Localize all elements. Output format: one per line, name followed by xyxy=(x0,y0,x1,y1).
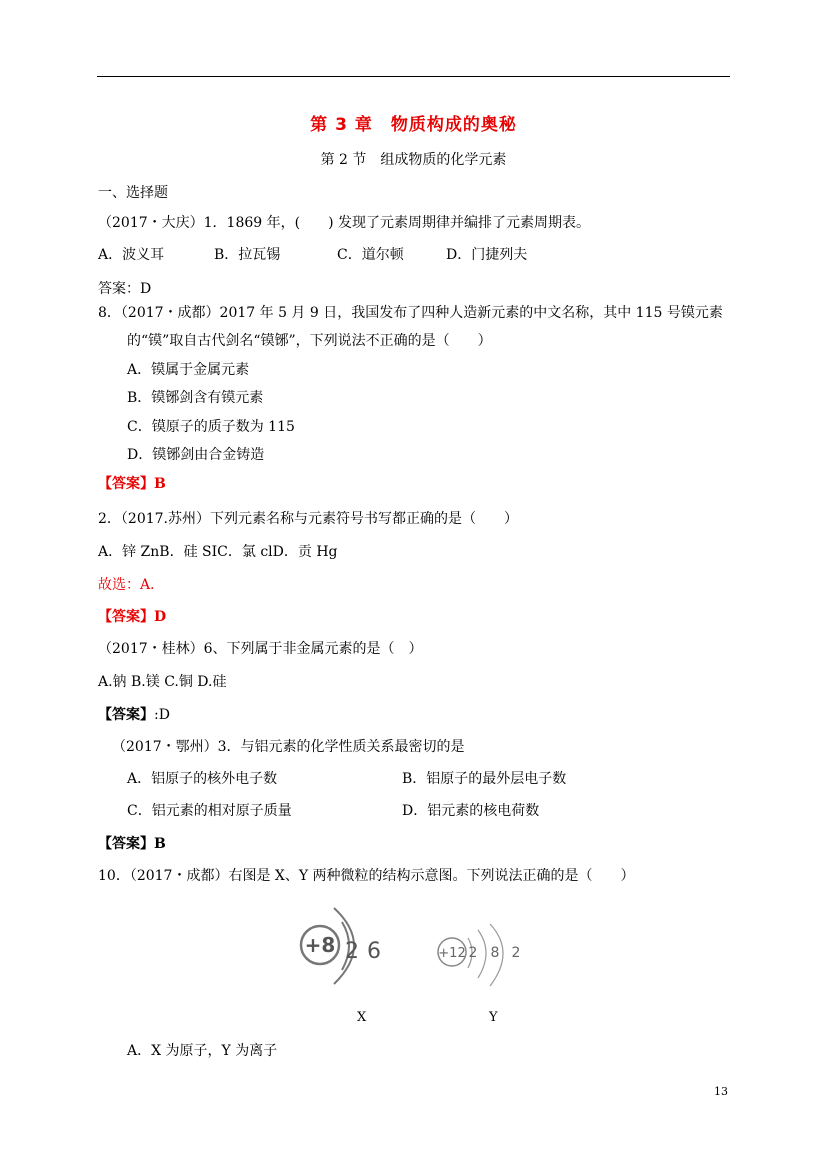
q3-option-b: B．铝原子的最外层电子数 xyxy=(402,771,567,787)
atom-y-nucleus-charge: +12 xyxy=(438,946,466,961)
atom-x-shell-1-electrons: 2 xyxy=(345,939,359,964)
q6-answer-value: :D xyxy=(154,707,170,723)
q3-option-a: A．铝原子的核外电子数 xyxy=(127,771,278,787)
q1-option-d: D．门捷列夫 xyxy=(446,247,528,263)
q3-answer: 【答案】B xyxy=(98,836,166,852)
q1-option-a: A．波义耳 xyxy=(98,247,165,263)
atom-x-nucleus-charge: +8 xyxy=(304,933,336,957)
q1-option-c: C．道尔顿 xyxy=(337,247,404,263)
chapter-title: 第 3 章 物质构成的奥秘 xyxy=(310,115,517,135)
q10-option-a: A．X 为原子，Y 为离子 xyxy=(127,1043,278,1059)
q6-answer-label: 【答案】 xyxy=(98,707,154,723)
q8-option-d: D．镆铘剑由合金铸造 xyxy=(127,447,265,463)
atom-y-shell-2 xyxy=(478,930,486,978)
question-8-line1: 8．（2017・成都）2017 年 5 月 9 日，我国发布了四种人造新元素的中文名称，其中 115 号镆元素 xyxy=(98,305,723,321)
page-number: 13 xyxy=(714,1085,728,1098)
question-2: 2．（2017.苏州）下列元素名称与元素符号书写都正确的是（ ） xyxy=(98,511,518,527)
q6-options: A.钠 B.镁 C.铜 D.硅 xyxy=(98,674,227,690)
atom-y-label: Y xyxy=(489,1010,498,1025)
atom-x-label: X xyxy=(357,1010,367,1025)
atom-x-shell-2-electrons: 6 xyxy=(367,939,381,964)
atom-y-shell-3-electrons: 2 xyxy=(511,945,521,961)
q1-answer: 答案：D xyxy=(98,281,152,297)
q8-option-c: C．镆原子的质子数为 115 xyxy=(127,419,295,435)
q1-option-b: B．拉瓦锡 xyxy=(214,247,281,263)
q8-answer: 【答案】B xyxy=(98,476,166,492)
section-title: 第 2 节 组成物质的化学元素 xyxy=(320,152,507,168)
q3-option-c: C．铝元素的相对原子质量 xyxy=(127,803,292,819)
question-6: （2017・桂林）6、下列属于非金属元素的是（ ） xyxy=(98,641,423,657)
question-8-line2: 的“镆”取自古代剑名“镆铘”，下列说法不正确的是（ ） xyxy=(127,333,492,349)
atom-y-shell-1-electrons: 2 xyxy=(468,945,478,961)
question-10: 10．（2017・成都）右图是 X、Y 两种微粒的结构示意图。下列说法正确的是（ ） xyxy=(98,868,635,884)
atom-structure-diagram xyxy=(290,900,540,1005)
q8-option-a: A．镆属于金属元素 xyxy=(127,362,250,378)
header-rule xyxy=(97,76,730,77)
atom-y xyxy=(438,924,520,986)
q2-answer: 【答案】D xyxy=(98,609,167,625)
atom-x xyxy=(301,908,381,984)
q2-choice: 故选：A． xyxy=(98,577,165,593)
question-3: （2017・鄂州）3．与铝元素的化学性质关系最密切的是 xyxy=(112,739,465,755)
atom-y-shell-2-electrons: 8 xyxy=(490,945,500,961)
q3-option-d: D．铝元素的核电荷数 xyxy=(402,803,540,819)
q6-answer xyxy=(98,705,170,725)
section-heading: 一、选择题 xyxy=(98,185,168,201)
q2-options: A．锌 ZnB．硅 SIC．氯 clD．贡 Hg xyxy=(98,544,338,560)
question-1: （2017・大庆）1．1869 年，( ) 发现了元素周期律并编排了元素周期表。 xyxy=(98,215,590,231)
q8-option-b: B．镆铘剑含有镆元素 xyxy=(127,390,264,406)
